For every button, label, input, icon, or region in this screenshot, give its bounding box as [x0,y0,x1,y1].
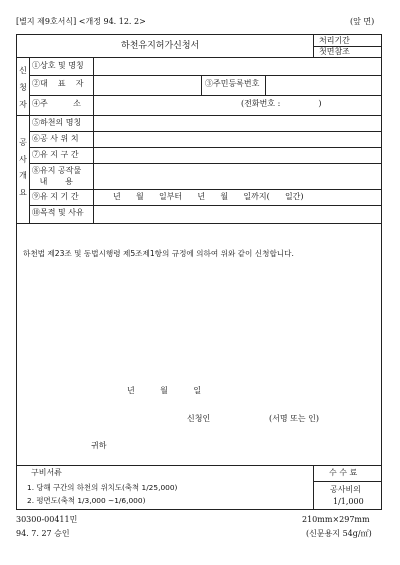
maintenance-period-label: ⑨유 지 기 간 [32,192,79,201]
resident-number-label: ③주민등록번호 [205,79,260,88]
signature-note: (서명 또는 인) [269,414,319,423]
paper-size: 210mm×297mm [302,515,370,524]
maintenance-section-value[interactable] [97,151,377,161]
fee-line-1: 공사비의 [330,485,361,494]
purpose-value[interactable] [97,209,377,219]
company-name-label: ①상호 및 명칭 [32,61,84,70]
approval-date: 94. 7. 27 승인 [16,529,70,538]
attachment-item-2: 2. 평면도(축척 1/3,000 ~1/6,000) [27,496,146,505]
processing-period-value: 첫면참조 [319,47,350,56]
representative-label: ②대 표 자 [32,79,84,88]
address-label: ④주 소 [32,99,81,108]
resident-number-value[interactable] [269,80,377,90]
addressee-suffix: 귀하 [91,441,107,450]
paper-type: (신문용지 54g/㎡) [306,529,372,538]
river-name-value[interactable] [97,119,377,129]
representative-value[interactable] [97,80,197,90]
applicant-group-label: 신 청 자 [19,66,27,109]
application-date[interactable]: 년 월 일 [127,386,202,395]
application-form [16,34,382,510]
applicant-signature-label: 신청인 [187,414,211,423]
phone-label: (전화번호 : ) [241,99,322,108]
fee-line-2: 1/1,000 [333,497,364,506]
company-name-value[interactable] [97,62,377,72]
work-location-label: ⑥공 사 위 치 [32,134,79,143]
form-reference: [별지 제9호서식] <개정 94. 12. 2> [16,17,146,26]
fee-label: 수 수 료 [329,468,358,477]
work-location-value[interactable] [97,135,377,145]
form-code: 30300-00411민 [16,515,78,524]
maintenance-period-value[interactable]: 년 월 일부터 년 월 일까지( 일간) [113,192,304,201]
attachment-item-1: 1. 당해 구간의 하천의 위치도(축척 1/25,000) [27,483,178,492]
river-name-label: ⑤하천의 명칭 [32,118,82,127]
structure-content-value[interactable] [97,169,377,179]
structure-content-label: ⑧유지 공작물 내 용 [32,166,82,186]
work-overview-group-label: 공 사 개 요 [19,138,27,197]
address-value[interactable] [97,100,247,110]
application-statement: 하천법 제23조 및 동법시행령 제5조제1항의 규정에 의하여 위와 같이 신청합니다. [23,249,294,258]
attachments-title: 구비서류 [31,468,62,477]
page-side-label: (앞 면) [350,17,375,26]
form-title: 하천유지허가신청서 [121,41,200,51]
maintenance-section-label: ⑦유 지 구 간 [32,150,79,159]
purpose-label: ⑩목적 및 사유 [32,208,84,217]
processing-period-label: 처리기간 [319,36,350,45]
